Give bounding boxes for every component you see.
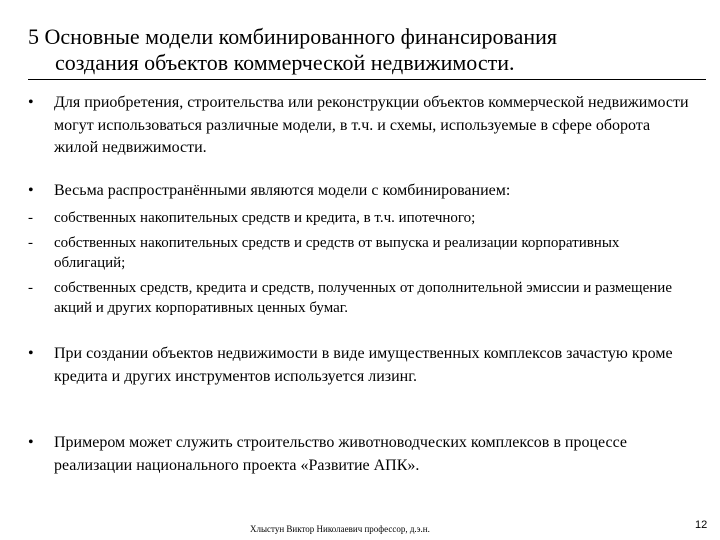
- bullet-item: [28, 432, 693, 477]
- bullet-mark: •: [28, 182, 34, 199]
- bullet-mark: •: [28, 345, 34, 362]
- dash-mark: -: [28, 279, 33, 296]
- bullet-mark: •: [28, 94, 34, 111]
- dash-item: [28, 278, 693, 319]
- title-underline: [28, 79, 706, 80]
- dash-text: собственных средств, кредита и средств, полученных от дополнительной эмиссии и размещение акций и других корпоративных ценных бумаг.: [54, 279, 672, 316]
- dash-list: [28, 208, 693, 323]
- bullet-item: [28, 92, 693, 160]
- dash-mark: -: [28, 210, 33, 226]
- bullet-text: При создании объектов недвижимости в виде имущественных комплексов зачастую кроме кредита и других инструментов используется лизинг.: [54, 345, 673, 385]
- slide-title: [28, 24, 678, 76]
- slide-title-line-1: 5 Основные модели комбинированного финансирования: [28, 24, 558, 49]
- bullet-item: [28, 180, 693, 203]
- dash-mark: -: [28, 234, 33, 251]
- bullet-item: [28, 343, 693, 388]
- dash-text: собственных накопительных средств и кредита, в т.ч. ипотечного;: [54, 210, 476, 226]
- dash-item: [28, 208, 693, 229]
- page-number: 12: [695, 519, 708, 531]
- dash-item: [28, 233, 693, 274]
- slide-title-line-2: создания объектов коммерческой недвижимости.: [55, 50, 515, 75]
- bullet-text: Весьма распространёнными являются модели с комбинированием:: [54, 182, 511, 199]
- dash-text: собственных накопительных средств и средств от выпуска и реализации корпоративных облигаций;: [54, 234, 620, 271]
- bullet-text: Для приобретения, строительства или реконструкции объектов коммерческой недвижимости могут использоваться различные модели, в т.ч. и схемы, используемые в сфере оборота жилой недвижимости.: [54, 94, 689, 156]
- footer-author: Хлыстун Виктор Николаевич профессор, д.э.н.: [250, 524, 430, 534]
- bullet-mark: •: [28, 434, 34, 451]
- bullet-text: Примером может служить строительство животноводческих комплексов в процессе реализации национального проекта «Развитие АПК».: [54, 434, 628, 474]
